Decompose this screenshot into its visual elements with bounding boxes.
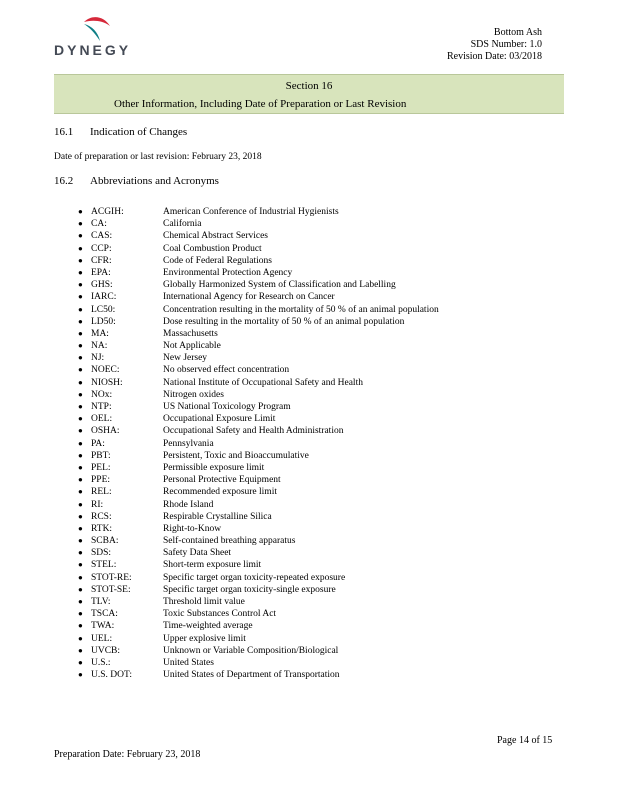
- abbreviation-definition: Code of Federal Regulations: [163, 255, 272, 266]
- abbreviation-definition: Specific target organ toxicity-single exposure: [163, 584, 336, 595]
- abbreviation-definition: California: [163, 219, 202, 230]
- abbreviation-code: NJ:: [91, 353, 105, 364]
- bullet-icon: ●: [78, 670, 83, 680]
- subsection-number: 16.1: [54, 126, 74, 138]
- abbreviation-definition: Upper explosive limit: [163, 633, 246, 644]
- abbreviation-definition: Toxic Substances Control Act: [163, 609, 277, 620]
- logo-wordmark: DYNEGY: [54, 42, 132, 58]
- abbreviation-definition: New Jersey: [163, 353, 208, 364]
- bullet-icon: ●: [78, 450, 83, 460]
- abbreviation-definition: Personal Protective Equipment: [163, 475, 281, 486]
- abbreviation-definition: Concentration resulting in the mortality of 50 % of an animal population: [163, 304, 439, 315]
- bullet-icon: ●: [78, 584, 83, 594]
- abbreviation-definition: Specific target organ toxicity-repeated exposure: [163, 572, 346, 583]
- abbreviation-code: STOT-SE:: [91, 584, 131, 595]
- bullet-icon: ●: [78, 267, 83, 277]
- bullet-icon: ●: [78, 207, 83, 216]
- abbreviation-code: SDS:: [91, 548, 112, 559]
- abbreviation-code: CFR:: [91, 255, 112, 266]
- abbreviation-code: U.S. DOT:: [91, 670, 132, 681]
- abbreviation-definition: Occupational Safety and Health Administration: [163, 426, 344, 437]
- bullet-icon: ●: [78, 536, 83, 546]
- abbreviation-definition: Persistent, Toxic and Bioaccumulative: [163, 450, 309, 461]
- subsection-heading-abbreviations: [54, 175, 219, 187]
- abbreviation-definition: Coal Combustion Product: [163, 243, 262, 254]
- bullet-icon: ●: [78, 438, 83, 448]
- bullet-icon: ●: [78, 328, 83, 338]
- bullet-icon: ●: [78, 292, 83, 302]
- bullet-icon: ●: [78, 609, 83, 619]
- abbreviation-code: PEL:: [91, 462, 111, 473]
- sds-number: SDS Number: 1.0: [470, 39, 542, 50]
- bullet-icon: ●: [78, 475, 83, 485]
- bullet-icon: ●: [78, 389, 83, 399]
- abbreviation-code: GHS:: [91, 280, 113, 291]
- abbreviation-code: REL:: [91, 487, 112, 498]
- abbreviation-definition: Safety Data Sheet: [163, 548, 232, 559]
- bullet-icon: ●: [78, 377, 83, 387]
- bullet-icon: ●: [78, 462, 83, 472]
- abbreviation-code: PA:: [91, 438, 105, 449]
- abbreviation-definition: Self-contained breathing apparatus: [163, 536, 296, 547]
- abbreviation-definition: Respirable Crystalline Silica: [163, 511, 272, 522]
- bullet-icon: ●: [78, 341, 83, 351]
- abbreviation-definition: No observed effect concentration: [163, 365, 290, 376]
- abbreviation-code: EPA:: [91, 267, 111, 278]
- bullet-icon: ●: [78, 414, 83, 424]
- abbreviation-code: CCP:: [91, 243, 112, 254]
- bullet-icon: ●: [78, 487, 83, 497]
- abbreviation-definition: Occupational Exposure Limit: [163, 414, 276, 425]
- abbreviation-code: NIOSH:: [91, 377, 123, 388]
- abbreviation-code: OSHA:: [91, 426, 120, 437]
- abbreviation-definition: Threshold limit value: [163, 597, 245, 607]
- bullet-icon: ●: [78, 621, 83, 631]
- bullet-icon: ●: [78, 316, 83, 326]
- abbreviation-code: U.S.:: [91, 657, 111, 668]
- bullet-icon: ●: [78, 280, 83, 290]
- abbreviation-code: RTK:: [91, 523, 113, 534]
- bullet-icon: ●: [78, 219, 83, 229]
- page-number: Page 14 of 15: [497, 735, 553, 746]
- product-name: Bottom Ash: [493, 27, 542, 38]
- bullet-icon: ●: [78, 572, 83, 582]
- abbreviation-code: NOx:: [91, 389, 113, 400]
- section-title: Section 16: [285, 80, 333, 92]
- bullet-icon: ●: [78, 353, 83, 363]
- bullet-icon: ●: [78, 402, 83, 411]
- abbreviation-definition: Not Applicable: [163, 341, 221, 352]
- abbreviation-code: PBT:: [91, 450, 111, 461]
- abbreviation-code: NOEC:: [91, 365, 120, 376]
- abbreviation-code: CAS:: [91, 231, 113, 242]
- abbreviation-definition: Nitrogen oxides: [163, 389, 224, 400]
- abbreviation-definition: Permissible exposure limit: [163, 462, 265, 473]
- bullet-icon: ●: [78, 560, 83, 570]
- abbreviation-definition: Time-weighted average: [163, 621, 253, 632]
- document-info: [447, 27, 542, 63]
- abbreviation-code: UVCB:: [91, 645, 121, 656]
- abbreviation-code: STOT-RE:: [91, 572, 132, 583]
- preparation-date-line: Date of preparation or last revision: February 23, 2018: [54, 152, 262, 162]
- abbreviation-code: TSCA:: [91, 609, 118, 620]
- abbreviation-code: RCS:: [91, 511, 112, 522]
- abbreviation-definition: Chemical Abstract Services: [163, 231, 268, 242]
- subsection-number: 16.2: [54, 175, 74, 187]
- abbreviation-definition: Dose resulting in the mortality of 50 % of an animal population: [163, 316, 405, 327]
- abbreviation-code: MA:: [91, 328, 109, 339]
- bullet-icon: ●: [78, 645, 83, 655]
- subsection-heading-changes: [54, 126, 187, 138]
- abbreviation-definition: Recommended exposure limit: [163, 487, 277, 498]
- section-header: [54, 74, 564, 114]
- dynegy-mark-icon: [82, 14, 112, 42]
- bullet-icon: ●: [78, 523, 83, 533]
- abbreviation-definition: American Conference of Industrial Hygienists: [163, 207, 339, 217]
- bullet-icon: ●: [78, 243, 83, 253]
- abbreviation-definition: Unknown or Variable Composition/Biological: [163, 645, 339, 656]
- abbreviation-definition: Environmental Protection Agency: [163, 267, 293, 278]
- abbreviation-code: CA:: [91, 219, 107, 230]
- bullet-icon: ●: [78, 633, 83, 643]
- subsection-title: Indication of Changes: [90, 126, 188, 138]
- abbreviation-code: NA:: [91, 341, 108, 352]
- abbreviation-definition: Pennsylvania: [163, 438, 214, 449]
- abbreviation-code: LD50:: [91, 316, 116, 327]
- bullet-icon: ●: [78, 365, 83, 375]
- abbreviation-code: ACGIH:: [91, 207, 124, 217]
- bullet-icon: ●: [78, 231, 83, 241]
- abbreviation-code: LC50:: [91, 304, 116, 315]
- footer-preparation-date: Preparation Date: February 23, 2018: [54, 749, 201, 760]
- bullet-icon: ●: [78, 426, 83, 436]
- abbreviation-code: PPE:: [91, 475, 111, 486]
- abbreviation-code: NTP:: [91, 402, 112, 412]
- bullet-icon: ●: [78, 255, 83, 265]
- abbreviation-definition: United States: [163, 657, 214, 668]
- abbreviation-definition: Rhode Island: [163, 499, 214, 510]
- bullet-icon: ●: [78, 548, 83, 558]
- abbreviation-code: IARC:: [91, 292, 117, 303]
- abbreviation-code: TLV:: [91, 597, 111, 607]
- section-subtitle: Other Information, Including Date of Preparation or Last Revision: [114, 98, 407, 110]
- bullet-icon: ●: [78, 304, 83, 314]
- abbreviation-definition: Globally Harmonized System of Classification and Labelling: [163, 280, 396, 291]
- abbreviation-code: SCBA:: [91, 536, 119, 547]
- abbreviation-code: UEL:: [91, 633, 113, 644]
- revision-date: Revision Date: 03/2018: [447, 51, 542, 62]
- bullet-icon: ●: [78, 499, 83, 509]
- abbreviation-code: RI:: [91, 499, 104, 510]
- bullet-icon: ●: [78, 597, 83, 606]
- abbreviation-code: OEL:: [91, 414, 113, 425]
- subsection-title: Abbreviations and Acronyms: [90, 175, 219, 187]
- abbreviation-definition: Massachusetts: [163, 328, 218, 339]
- abbreviation-definition: International Agency for Research on Cancer: [163, 292, 335, 303]
- abbreviation-definition: Right-to-Know: [163, 523, 222, 534]
- abbreviation-code: STEL:: [91, 560, 117, 571]
- bullet-icon: ●: [78, 657, 83, 667]
- abbreviation-definition: National Institute of Occupational Safety and Health: [163, 377, 363, 388]
- abbreviation-definition: United States of Department of Transportation: [163, 670, 340, 681]
- company-logo: [54, 14, 144, 62]
- abbreviation-definition: US National Toxicology Program: [163, 402, 291, 412]
- abbreviation-definition: Short-term exposure limit: [163, 560, 262, 571]
- abbreviation-code: TWA:: [91, 621, 115, 632]
- bullet-icon: ●: [78, 511, 83, 521]
